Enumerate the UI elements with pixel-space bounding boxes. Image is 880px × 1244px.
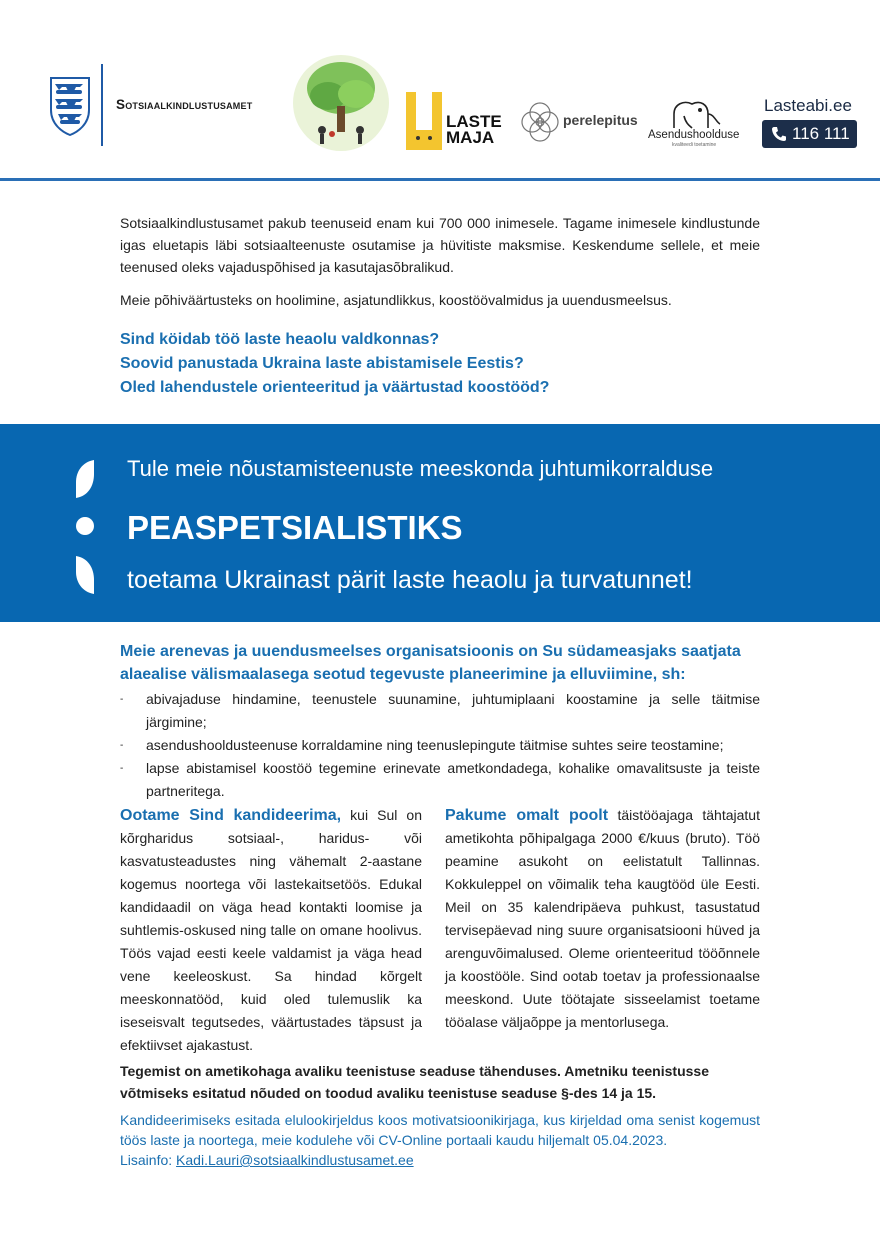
list-item: - lapse abistamisel koostöö tegemine erinevate ametkondadega, kohalike omavalitsuste ja teiste partneritega.	[120, 757, 760, 803]
civil-service-note: Tegemist on ametikohaga avaliku teenistuse seaduse tähenduses. Ametniku teenistusse võtmiseks esitatud nõuded on toodud avaliku teenistuse seaduse §-des 14 ja 15.	[120, 1063, 709, 1101]
list-item: - abivajaduse hindamine, teenustele suunamine, juhtumiplaani koostamine ja selle täitmise järgimine;	[120, 688, 760, 734]
responsibilities-lead: Meie arenevas ja uuendusmeelses organisatsioonis on Su südameasjaks saatjata alaealise välismaalasega seotud tegevuste planeerimine ja elluviimine, sh:	[120, 643, 741, 683]
phone-icon	[770, 125, 788, 143]
requirements-text: kui Sul on kõrgharidus sotsiaal-, haridus- või kasvatusteadustes ning vähemalt 2-aastane kogemus noortega või lastekaitsetöös. Edukal kandidaadil on väga head kontakti loomise ja suhtlemis-oskused ning talle on omane hoolivus. Töös vajad eesti keele valdamist ja väga head vene keeleoskust. Sa hindad kõrgelt meeskonnatööd, kuid oled tulemuslik ka iseseisvalt tegutsedes, väärtustades täpsust ja efektiivset ajakastust.	[120, 807, 423, 1053]
estonian-lions-coat-of-arms-icon	[48, 76, 92, 136]
requirements-column	[120, 804, 422, 1057]
perelepitus-flower-icon	[516, 98, 564, 146]
banner-line-3: toetama Ukrainast pärit laste heaolu ja turvatunnet!	[127, 566, 693, 594]
responsibilities-list	[120, 688, 760, 803]
logo-divider	[101, 64, 103, 146]
asendushoolduse-wordmark: Asendushoolduse	[648, 129, 740, 141]
family-tree-logo-icon	[292, 54, 390, 152]
perelepitus-wordmark: perelepitus	[563, 112, 638, 128]
question-1: Sind köidab töö laste heaolu valdkonnas?	[120, 331, 440, 348]
list-item: - asendushooldusteenuse korraldamine ning teenuslepingute täitmise suhtes seire teostamine;	[120, 734, 760, 757]
laste-maja-logo-icon	[406, 92, 442, 150]
banner-line-1: Tule meie nõustamisteenuste meeskonda juhtumikorralduse	[127, 456, 714, 481]
offer-column	[445, 804, 760, 1034]
semicolon-decoration-icon	[74, 460, 98, 594]
application-text: Kandideerimiseks esitada elulookirjeldus koos motivatsioonikirjaga, kus kirjeldad oma senist kogemust töös laste ja noortega, meie kodulehe või CV-Online portaali kaudu hiljemalt 05.04.2023.	[120, 1112, 760, 1148]
info-label: Lisainfo:	[120, 1152, 177, 1168]
banner-job-title: PEASPETSIALISTIKS	[127, 509, 463, 546]
lasteabi-phone-badge	[762, 120, 857, 148]
contact-email-link[interactable]: Kadi.Lauri@sotsiaalkindlustusamet.ee	[176, 1152, 414, 1168]
offer-text: täistööajaga tähtajatut ametikohta põhipalgaga 2000 €/kuus (bruto). Töö peamine asukoht on eelistatult Tallinnas. Kokkuleppel on võimalik teha kaugtööd üle Eesti. Meil on 35 kalendripäeva puhkust, tasustatud tervisepäevad ning suure organisatsiooni hüved ja arenguvõimalused. Oleme orienteeritud tööõnnele ja koostööle. Sind ootab toetav ja professionaalse meeskond. Uute töötajate sisseelamist toetame tööalase väljaõppe ja mentorlusega.	[445, 807, 760, 1030]
requirements-heading: Ootame Sind kandideerima,	[120, 807, 342, 824]
asendushoolduse-subtitle: kvaliteedi toetamine	[672, 142, 717, 148]
lasteabi-site: Lasteabi.ee	[764, 96, 852, 115]
question-3: Oled lahendustele orienteeritud ja väärtustad koostööd?	[120, 379, 550, 396]
intro-paragraph: Sotsiaalkindlustusamet pakub teenuseid enam kui 700 000 inimesele. Tagame inimesele kindlustunde igas eluetapis läbi sotsiaalteenuste osutamise ja hüvitiste maksmise. Keskendume sellele, et meie teenused oleks vajaduspõhised ja kasutajasõbralikud.	[120, 215, 760, 275]
laste-maja-wordmark: LASTE MAJA	[446, 112, 502, 147]
lasteabi-number: 116 111	[792, 124, 850, 143]
application-info	[120, 1110, 760, 1170]
header-divider	[0, 178, 880, 181]
elephant-icon	[666, 94, 726, 130]
offer-heading: Pakume omalt poolt	[445, 807, 609, 824]
values-paragraph: Meie põhiväärtusteks on hoolimine, asjatundlikkus, koostöövalmidus ja uuendusmeelsus.	[120, 292, 672, 308]
question-2: Soovid panustada Ukraina laste abistamisele Eestis?	[120, 355, 524, 372]
org-name: Sotsiaalkindlustusamet	[116, 97, 253, 112]
